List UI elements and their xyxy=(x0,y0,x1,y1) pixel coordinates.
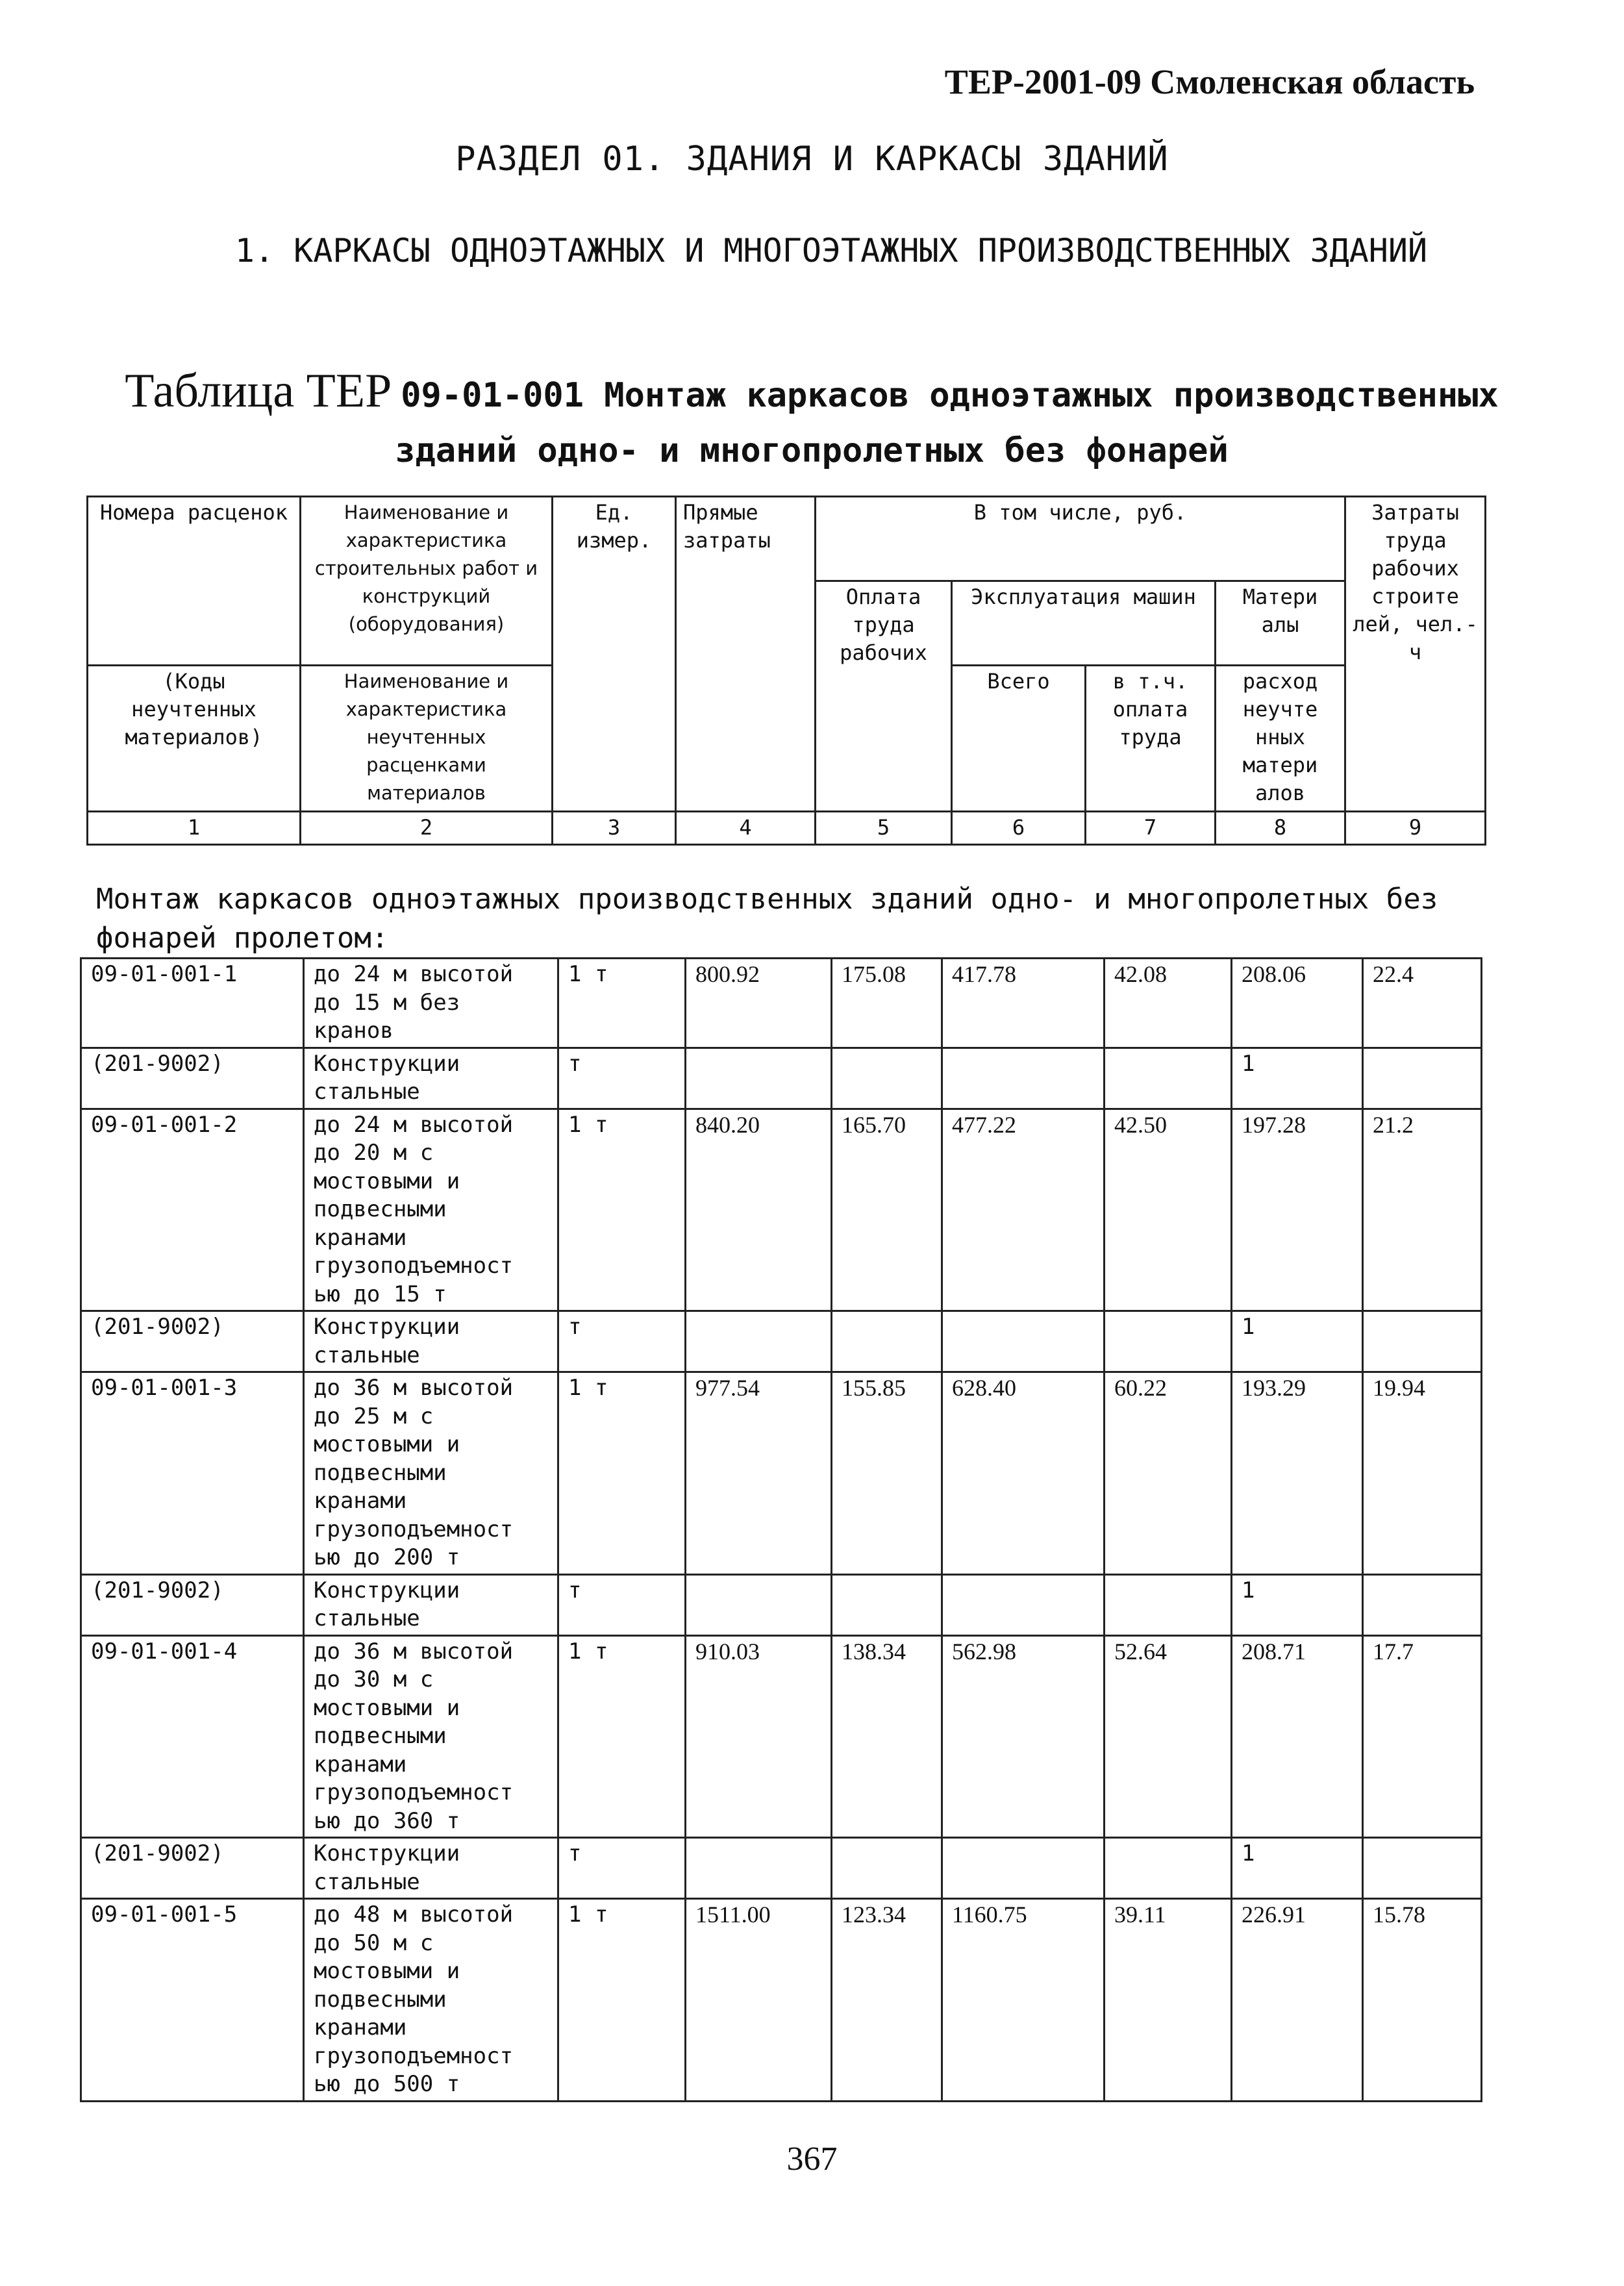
wages: 155.85 xyxy=(832,1372,942,1575)
column-number: 1 xyxy=(88,812,301,845)
machine-wages: 52.64 xyxy=(1105,1635,1232,1838)
material-quantity: 1 xyxy=(1232,1048,1363,1109)
empty-cell xyxy=(686,1838,832,1899)
empty-cell xyxy=(942,1838,1105,1899)
header-unaccounted-codes: (Коды неучтенных материалов) xyxy=(88,666,301,812)
header-labor-costs: Затраты труда рабочих строите лей, чел.-ч xyxy=(1345,497,1486,812)
material-unit: т xyxy=(558,1048,686,1109)
empty-cell xyxy=(1105,1838,1232,1899)
empty-cell xyxy=(942,1574,1105,1635)
rate-code: 09-01-001-2 xyxy=(81,1109,304,1311)
labor-costs: 15.78 xyxy=(1363,1899,1482,2102)
material-code: (201-9002) xyxy=(81,1048,304,1109)
material-row xyxy=(81,1048,1482,1109)
empty-cell xyxy=(832,1838,942,1899)
header-unit: Ед. измер. xyxy=(553,497,676,812)
rate-row xyxy=(81,1109,1482,1311)
material-costs: 193.29 xyxy=(1232,1372,1363,1575)
empty-cell xyxy=(686,1311,832,1372)
header-rate-number: Номера расценок xyxy=(88,497,301,666)
empty-cell xyxy=(1105,1311,1232,1372)
wages: 165.70 xyxy=(832,1109,942,1311)
column-number: 3 xyxy=(553,812,676,845)
unit: 1 т xyxy=(558,959,686,1048)
column-number: 8 xyxy=(1216,812,1345,845)
machine-costs: 477.22 xyxy=(942,1109,1105,1311)
rate-row xyxy=(81,1899,1482,2102)
running-header: ТЕР-2001-09 Смоленская область xyxy=(944,62,1475,101)
header-unaccounted-names: Наименование и характеристика неучтенных расценками материалов xyxy=(301,666,553,812)
empty-cell xyxy=(942,1311,1105,1372)
labor-costs: 17.7 xyxy=(1363,1635,1482,1838)
wages: 175.08 xyxy=(832,959,942,1048)
material-code: (201-9002) xyxy=(81,1574,304,1635)
work-description: до 24 м высотой до 15 м без кранов xyxy=(304,959,558,1048)
empty-cell xyxy=(1105,1048,1232,1109)
header-unaccounted-usage: расход неучте нных матери алов xyxy=(1216,666,1345,812)
unit: 1 т xyxy=(558,1635,686,1838)
material-quantity: 1 xyxy=(1232,1574,1363,1635)
header-wages: Оплата труда рабочих xyxy=(816,581,952,812)
wages: 123.34 xyxy=(832,1899,942,2102)
machine-wages: 60.22 xyxy=(1105,1372,1232,1575)
table-title-prefix: Таблица ТЕР xyxy=(125,364,392,418)
column-number: 7 xyxy=(1086,812,1216,845)
column-number: 4 xyxy=(676,812,816,845)
header-including: В том числе, руб. xyxy=(816,497,1345,581)
material-row xyxy=(81,1574,1482,1635)
header-work-name: Наименование и характеристика строительных работ и конструкций (оборудования) xyxy=(301,497,553,666)
empty-cell xyxy=(1363,1574,1482,1635)
column-number: 9 xyxy=(1345,812,1486,845)
work-description: до 36 м высотой до 25 м с мостовыми и подвесными кранами грузоподъемност ью до 200 т xyxy=(304,1372,558,1575)
material-row xyxy=(81,1311,1482,1372)
direct-costs: 910.03 xyxy=(686,1635,832,1838)
subsection-title: 1. КАРКАСЫ ОДНОЭТАЖНЫХ И МНОГОЭТАЖНЫХ ПРОИЗВОДСТВЕННЫХ ЗДАНИЙ xyxy=(234,232,1428,270)
rates-table xyxy=(80,957,1482,2102)
direct-costs: 840.20 xyxy=(686,1109,832,1311)
empty-cell xyxy=(942,1048,1105,1109)
empty-cell xyxy=(1105,1574,1232,1635)
rate-row xyxy=(81,959,1482,1048)
machine-wages: 42.08 xyxy=(1105,959,1232,1048)
column-number: 5 xyxy=(816,812,952,845)
machine-costs: 628.40 xyxy=(942,1372,1105,1575)
unit: 1 т xyxy=(558,1372,686,1575)
table-title xyxy=(104,364,1519,478)
header-machines-wages: в т.ч. оплата труда xyxy=(1086,666,1216,812)
unit: 1 т xyxy=(558,1899,686,2102)
material-quantity: 1 xyxy=(1232,1311,1363,1372)
work-description: до 24 м высотой до 20 м с мостовыми и подвесными кранами грузоподъемност ью до 15 т xyxy=(304,1109,558,1311)
labor-costs: 22.4 xyxy=(1363,959,1482,1048)
empty-cell xyxy=(1363,1048,1482,1109)
header-machines-total: Всего xyxy=(952,666,1086,812)
empty-cell xyxy=(832,1048,942,1109)
work-description: до 36 м высотой до 30 м с мостовыми и подвесными кранами грузоподъемност ью до 360 т xyxy=(304,1635,558,1838)
material-unit: т xyxy=(558,1838,686,1899)
labor-costs: 19.94 xyxy=(1363,1372,1482,1575)
material-row xyxy=(81,1838,1482,1899)
empty-cell xyxy=(686,1048,832,1109)
direct-costs: 800.92 xyxy=(686,959,832,1048)
unit: 1 т xyxy=(558,1109,686,1311)
rate-code: 09-01-001-4 xyxy=(81,1635,304,1838)
material-quantity: 1 xyxy=(1232,1838,1363,1899)
machine-costs: 562.98 xyxy=(942,1635,1105,1838)
material-name: Конструкции стальные xyxy=(304,1048,558,1109)
direct-costs: 1511.00 xyxy=(686,1899,832,2102)
rate-code: 09-01-001-5 xyxy=(81,1899,304,2102)
empty-cell xyxy=(832,1574,942,1635)
material-costs: 208.71 xyxy=(1232,1635,1363,1838)
material-unit: т xyxy=(558,1311,686,1372)
material-unit: т xyxy=(558,1574,686,1635)
material-costs: 208.06 xyxy=(1232,959,1363,1048)
header-direct-costs: Прямые затраты xyxy=(676,497,816,812)
material-code: (201-9002) xyxy=(81,1838,304,1899)
material-costs: 197.28 xyxy=(1232,1109,1363,1311)
rate-row xyxy=(81,1372,1482,1575)
rate-code: 09-01-001-1 xyxy=(81,959,304,1048)
column-header-table xyxy=(86,496,1486,846)
empty-cell xyxy=(1363,1838,1482,1899)
group-caption: Монтаж каркасов одноэтажных производственных зданий одно- и многопролетных без фонарей пролетом: xyxy=(96,883,1438,955)
header-machines: Эксплуатация машин xyxy=(952,581,1216,666)
labor-costs: 21.2 xyxy=(1363,1109,1482,1311)
material-name: Конструкции стальные xyxy=(304,1574,558,1635)
empty-cell xyxy=(832,1311,942,1372)
machine-costs: 417.78 xyxy=(942,959,1105,1048)
machine-wages: 42.50 xyxy=(1105,1109,1232,1311)
column-number: 2 xyxy=(301,812,553,845)
rate-code: 09-01-001-3 xyxy=(81,1372,304,1575)
section-title: РАЗДЕЛ 01. ЗДАНИЯ И КАРКАСЫ ЗДАНИЙ xyxy=(455,140,1169,179)
direct-costs: 977.54 xyxy=(686,1372,832,1575)
empty-cell xyxy=(686,1574,832,1635)
rate-row xyxy=(81,1635,1482,1838)
page-number: 367 xyxy=(786,2141,838,2178)
material-name: Конструкции стальные xyxy=(304,1838,558,1899)
header-materials: Матери алы xyxy=(1216,581,1345,666)
work-description: до 48 м высотой до 50 м с мостовыми и подвесными кранами грузоподъемност ью до 500 т xyxy=(304,1899,558,2102)
column-number: 6 xyxy=(952,812,1086,845)
material-code: (201-9002) xyxy=(81,1311,304,1372)
wages: 138.34 xyxy=(832,1635,942,1838)
machine-costs: 1160.75 xyxy=(942,1899,1105,2102)
machine-wages: 39.11 xyxy=(1105,1899,1232,2102)
material-costs: 226.91 xyxy=(1232,1899,1363,2102)
empty-cell xyxy=(1363,1311,1482,1372)
material-name: Конструкции стальные xyxy=(304,1311,558,1372)
table-title-text: 09-01-001 Монтаж каркасов одноэтажных производственных зданий одно- и многопролетных без фонарей xyxy=(395,376,1499,470)
